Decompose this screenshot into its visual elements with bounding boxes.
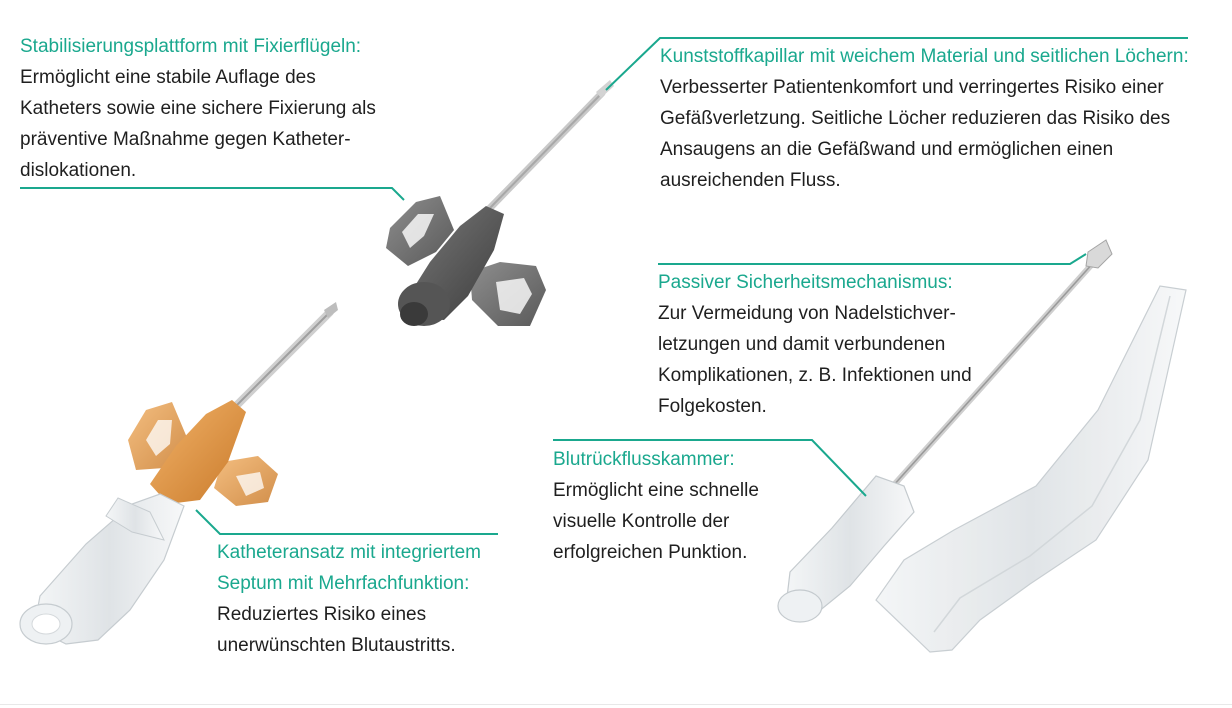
callout-stabilization-title: Stabilisierungsplattform mit Fixierflügeln: xyxy=(20,36,362,57)
callout-safety xyxy=(658,267,988,422)
callout-stabilization xyxy=(20,31,400,186)
callout-safety-body: Zur Vermeidung von Nadelstichver-letzungen und damit verbundenen Komplikationen, z. B. Infektionen und Folgekosten. xyxy=(658,303,972,417)
callout-safety-title: Passiver Sicherheitsmechanismus: xyxy=(658,272,953,293)
grey-cannula-illustration xyxy=(386,80,614,326)
callout-flashback xyxy=(553,444,813,568)
bottom-divider xyxy=(0,704,1232,705)
leader-line-hub xyxy=(196,510,498,534)
callout-hub-title: Katheteransatz mit integriertem Septum mit Mehrfachfunktion: xyxy=(217,542,482,594)
leader-line-stabilization xyxy=(20,188,404,200)
callout-capillary-title: Kunststoffkapillar mit weichem Material und seitlichen Löchern: xyxy=(660,46,1189,67)
callout-hub-body: Reduziertes Risiko eines unerwünschten Blutaustritts. xyxy=(217,604,456,656)
leader-line-safety xyxy=(658,254,1086,264)
callout-hub xyxy=(217,537,517,661)
callout-capillary-body: Verbesserter Patientenkomfort und verringertes Risiko einer Gefäßverletzung. Seitliche Löcher reduzieren das Risiko des Ansaugens an die Gefäßwand und ermöglichen einen ausreichenden Fluss. xyxy=(660,77,1171,191)
callout-stabilization-body: Ermöglicht eine stabile Auflage des Katheters sowie eine sichere Fixierung als präventive Maßnahme gegen Katheter-dislokationen. xyxy=(20,67,376,181)
callout-flashback-body: Ermöglicht eine schnelle visuelle Kontrolle der erfolgreichen Punktion. xyxy=(553,480,759,563)
callout-capillary xyxy=(660,41,1190,196)
callout-flashback-title: Blutrückflusskammer: xyxy=(553,449,735,470)
